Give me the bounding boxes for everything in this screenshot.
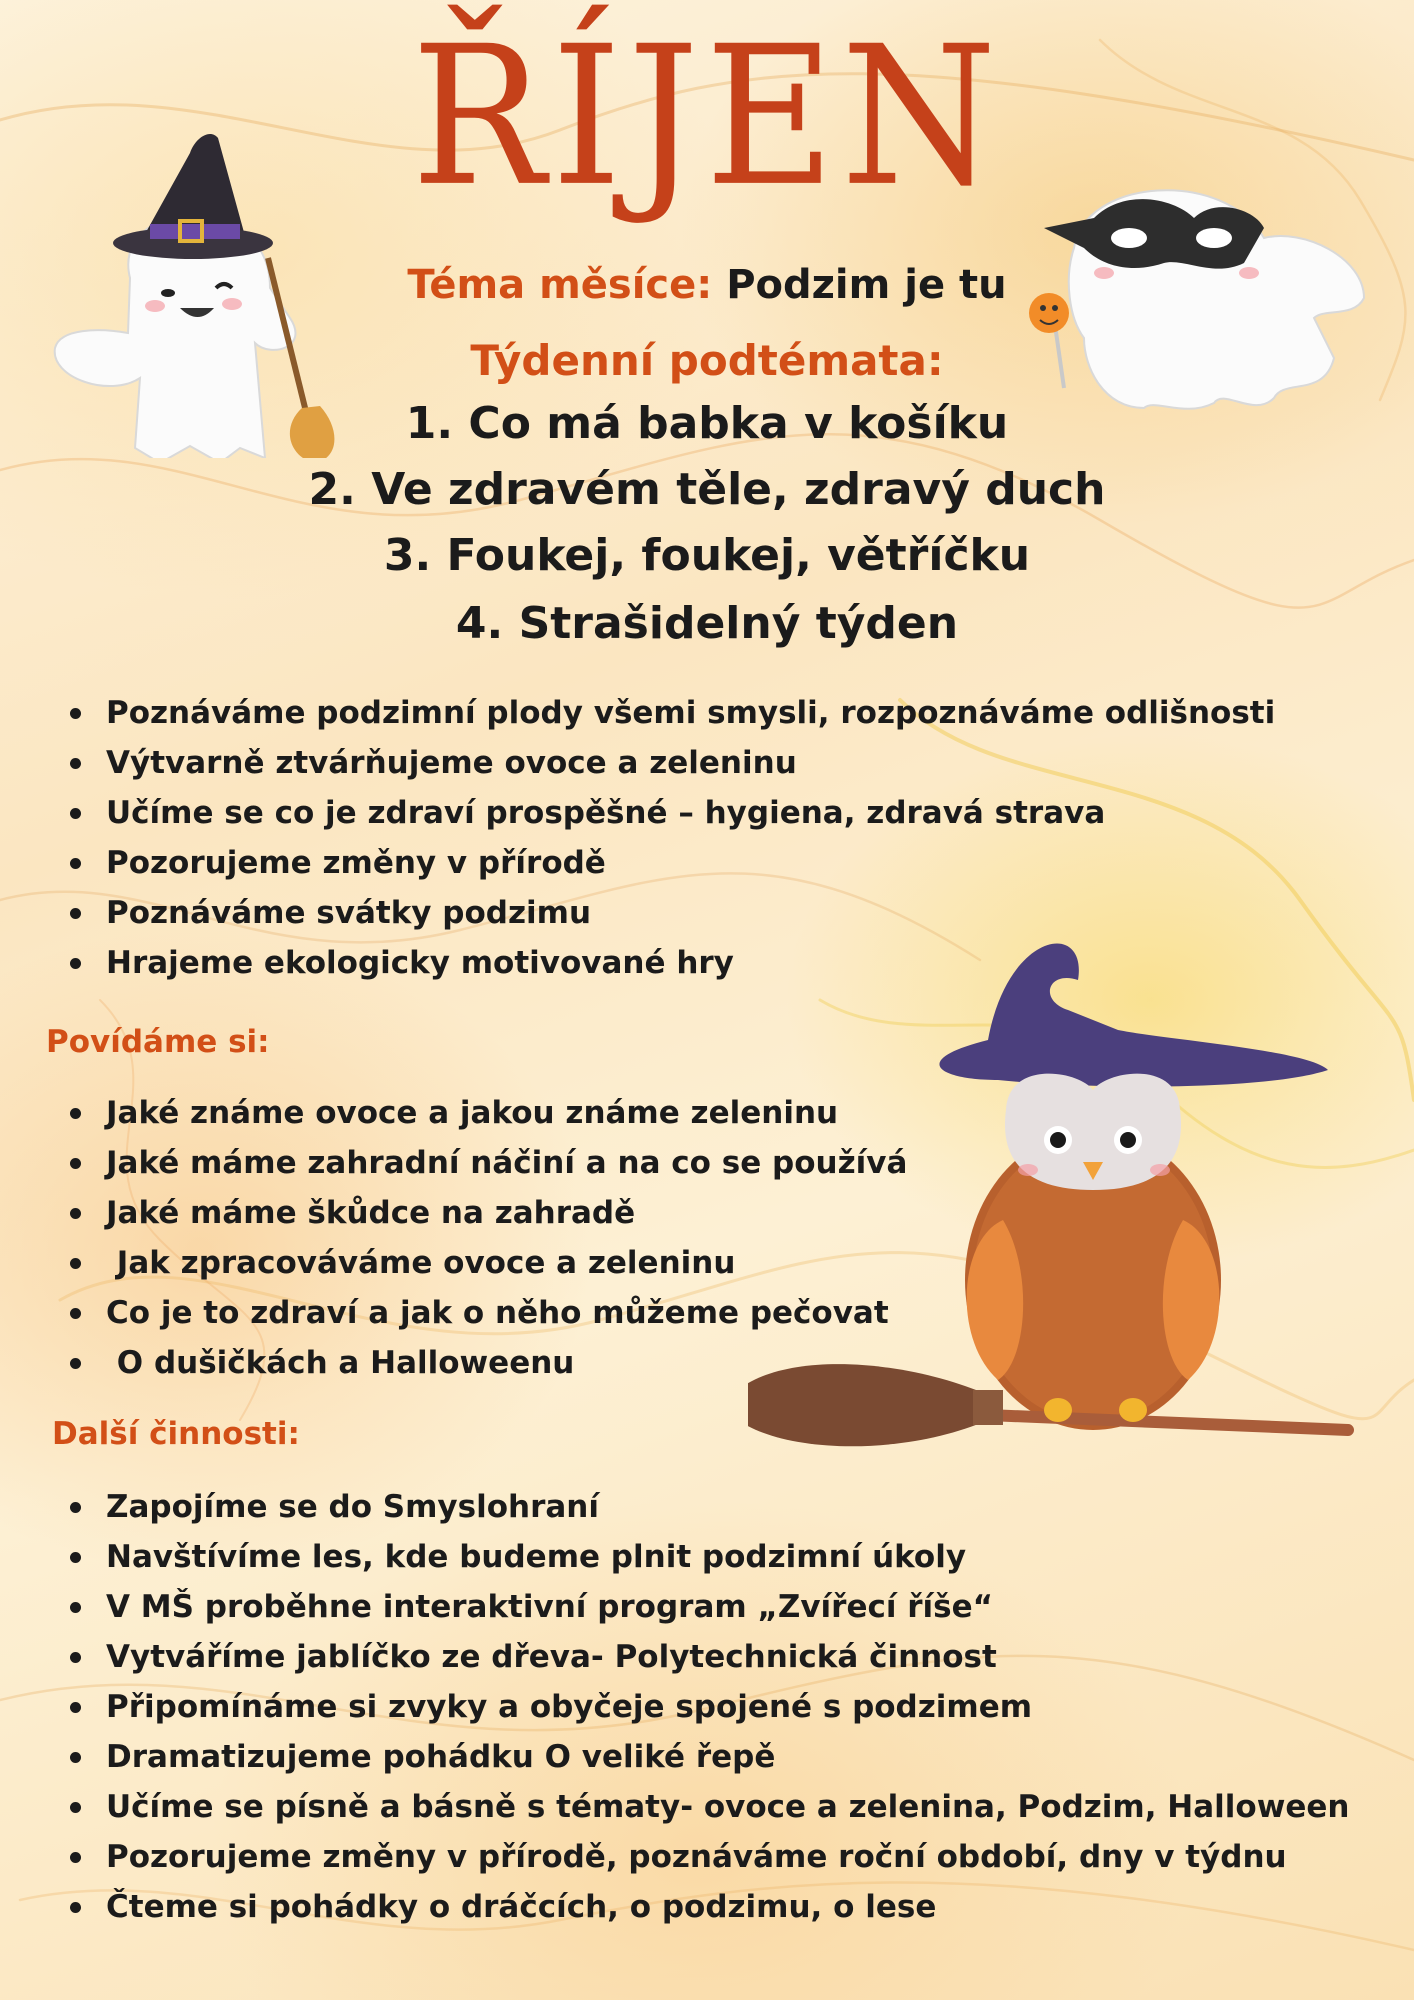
goals-list: [70, 688, 1275, 988]
page-title: ŘÍJEN: [411, 4, 1003, 229]
activities-list: [70, 1482, 1349, 1932]
list-item: Zapojíme se do Smyslohraní: [70, 1482, 1349, 1532]
theme-value: Podzim je tu: [726, 262, 1007, 308]
talk-heading: Povídáme si:: [46, 1024, 270, 1060]
list-item: Vytváříme jablíčko ze dřeva- Polytechnická činnost: [70, 1632, 1349, 1682]
list-item: Poznáváme podzimní plody všemi smysli, rozpoznáváme odlišnosti: [70, 688, 1275, 738]
list-item: O dušičkách a Halloweenu: [70, 1338, 907, 1388]
subthemes-heading: Týdenní podtémata:: [470, 336, 944, 385]
list-item: Navštívíme les, kde budeme plnit podzimní úkoly: [70, 1532, 1349, 1582]
list-item: Pozorujeme změny v přírodě: [70, 838, 1275, 888]
list-item: V MŠ proběhne interaktivní program „Zvířecí říše“: [70, 1582, 1349, 1632]
list-item: Čteme si pohádky o dráčcích, o podzimu, o lese: [70, 1882, 1349, 1932]
list-item: Jaké známe ovoce a jakou známe zeleninu: [70, 1088, 907, 1138]
theme-label: Téma měsíce:: [407, 262, 713, 308]
list-item: Pozorujeme změny v přírodě, poznáváme roční období, dny v týdnu: [70, 1832, 1349, 1882]
list-item: Učíme se písně a básně s tématy- ovoce a zelenina, Podzim, Halloween: [70, 1782, 1349, 1832]
week-item: 1. Co má babka v košíku: [405, 398, 1009, 449]
list-item: Jaké máme zahradní náčiní a na co se používá: [70, 1138, 907, 1188]
week-item: 3. Foukej, foukej, větříčku: [383, 530, 1031, 581]
list-item: Poznáváme svátky podzimu: [70, 888, 1275, 938]
list-item: Hrajeme ekologicky motivované hry: [70, 938, 1275, 988]
list-item: Jak zpracováváme ovoce a zeleninu: [70, 1238, 907, 1288]
list-item: Co je to zdraví a jak o něho můžeme pečovat: [70, 1288, 907, 1338]
list-item: Připomínáme si zvyky a obyčeje spojené s podzimem: [70, 1682, 1349, 1732]
talk-list: [70, 1088, 907, 1388]
list-item: Dramatizujeme pohádku O veliké řepě: [70, 1732, 1349, 1782]
list-item: Učíme se co je zdraví prospěšné – hygiena, zdravá strava: [70, 788, 1275, 838]
week-item: 2. Ve zdravém těle, zdravý duch: [308, 464, 1106, 515]
month-theme: [0, 262, 1414, 308]
list-item: Výtvarně ztvárňujeme ovoce a zeleninu: [70, 738, 1275, 788]
activities-heading: Další činnosti:: [52, 1416, 300, 1452]
week-item: 4. Strašidelný týden: [455, 598, 959, 649]
list-item: Jaké máme škůdce na zahradě: [70, 1188, 907, 1238]
